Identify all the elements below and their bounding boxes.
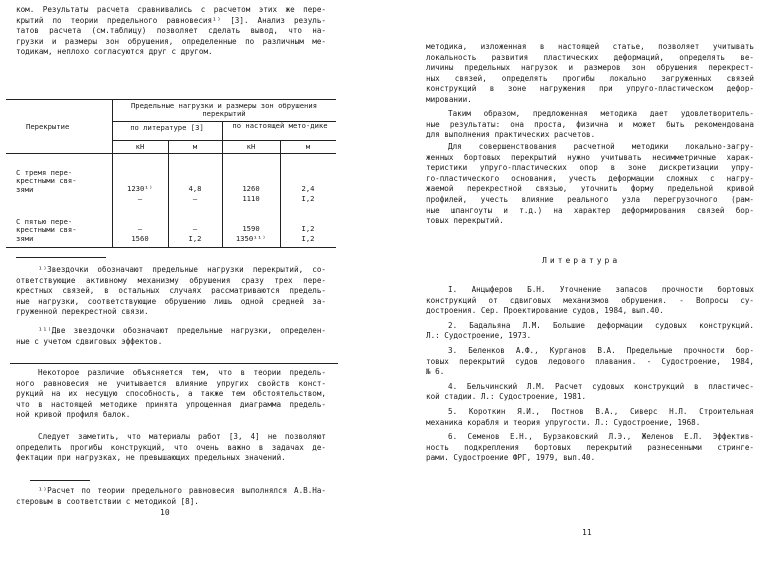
cell-value: 1260 <box>242 184 260 193</box>
cell-value: – <box>137 224 143 233</box>
paragraph-differences <box>16 368 326 421</box>
col-header-overlap: Перекрытие <box>26 122 70 131</box>
section-rule <box>10 363 338 364</box>
reference-line: № 6. <box>426 367 445 377</box>
text-line: личины предельных нагрузок и размеров зон обрушения перекрест- <box>426 63 754 73</box>
text-line: татов расчета (см.таблицу) позволяет сделать вывод, что на- <box>16 26 326 36</box>
reference-line: ность подкрепления бортовых перекрытий разнесенными стринге- <box>426 442 754 452</box>
paragraph-conclusion <box>426 109 754 141</box>
paragraph-note <box>16 432 326 464</box>
row-label-line: С тремя пере- <box>16 168 73 177</box>
footnote-line: ¹⁾Расчет по теории предельного равновесия выполнялся А.В.На- <box>38 486 326 495</box>
text-line: ных связей, определять прогибы локально загруженных связей <box>426 73 754 83</box>
reference-line: товых перекрытий судов ледового плавания. - Судостроение, 1984, <box>426 356 754 366</box>
reference-line: Л.: Судостроение, 1973. <box>426 331 532 341</box>
cell-value: 1560 <box>131 234 149 244</box>
text-line: крытий по теории предельного равновесия¹⁾ [3]. Анализ резуль- <box>16 15 326 25</box>
cell-value: 1230¹⁾ <box>127 184 153 193</box>
cell-value: I,2 <box>301 194 315 204</box>
text-line: профилей, учесть влияние реального узла перегрузочного (рам- <box>426 194 754 204</box>
reference-line: механика корабля и теория упругости. Л.: Судостроение, 1968. <box>426 417 701 427</box>
sub-header-literature: по литературе [3] <box>130 123 204 132</box>
cell-value: I,2 <box>188 234 202 244</box>
right-page <box>390 0 781 563</box>
cell-value: – <box>192 224 198 233</box>
row-label-line: зями <box>16 184 34 194</box>
row-label-line: крестными свя- <box>16 176 77 186</box>
unit-m: м <box>192 142 198 151</box>
text-line: го-пластического основания, учесть деформации сложных с нагру- <box>426 173 754 183</box>
row-label-line: зями <box>16 233 34 243</box>
group-header: Предельные нагрузки и размеры зон обрушения перекрытий <box>130 101 318 119</box>
paragraph-improvement <box>426 142 754 227</box>
reference-line: I. Анцыферов Б.Н. Уточнение запасов прочности бортовых <box>448 285 754 294</box>
references <box>426 285 754 464</box>
row-label <box>16 169 77 194</box>
text-line: Следует заметить, что материалы работ [3, 4] не позволяют <box>38 432 326 441</box>
table-unit-rule <box>112 140 336 141</box>
table-cell <box>168 225 222 244</box>
text-line: определить прогибы конструкций, что очень важно в задачах де- <box>16 442 326 452</box>
text-line: ком. Результаты расчета сравнивались с расчетом этих же пере- <box>16 5 326 14</box>
note-line: ные нагрузки, соответствующие обрушению лишь одной средней за- <box>16 296 326 306</box>
footnote <box>16 486 326 507</box>
text-line: грузки и размеры зон обрушения, определенные по различным ме- <box>16 36 326 46</box>
note-line: груженной перекрестной связи. <box>16 307 149 317</box>
cell-value: I,2 <box>301 224 315 233</box>
reference-line: 4. Бельчинский Л.М. Расчет судовых конструкций в пластичес- <box>448 381 754 391</box>
note-line: ¹¹⁾Две звездочки обозначают предельные нагрузки, определен- <box>38 325 326 335</box>
text-line: что в настоящей методике принята упрощенная диаграмма предель- <box>16 399 326 409</box>
notes-separator <box>16 257 106 258</box>
text-line: Некоторое различие объясняется тем, что в теории предель- <box>38 368 326 377</box>
literature-heading: Литература <box>542 256 621 265</box>
note-line: ные с учетом сдвиговых эффектов. <box>16 336 163 346</box>
text-line: локальность развития пластических деформаций, определять ве- <box>426 52 754 62</box>
text-line: ного равновесия не учитывается влияние упругих свойств конст- <box>16 378 326 388</box>
table-cell <box>280 225 336 244</box>
reference-line: 2. Бадальяна Л.М. Большие деформации судовых конструкций. <box>448 320 754 330</box>
reference-line: 3. Беленков А.Ф., Курганов В.А. Предельные прочности бор- <box>448 345 754 355</box>
cell-value: – <box>137 194 143 204</box>
reference-line: достроения. Сер. Проектирование судов, 1984, вып.40. <box>426 306 664 316</box>
text-line: мировании. <box>426 94 472 104</box>
reference-line: 6. Семенов Е.Н., Бурзаковский Л.Э., Желенов Е.Л. Эффектив- <box>448 432 754 442</box>
cell-value: 1350¹¹⁾ <box>235 234 267 244</box>
cell-value: – <box>192 194 198 204</box>
note-line: крестных связей, в остальных случаях рассматриваются предель- <box>16 286 326 296</box>
text-line: теристики упруго-пластических опор в зоне дискретизации упру- <box>426 163 754 173</box>
text-line: рукций на их несущую способность, а также тем обстоятельством, <box>16 389 326 399</box>
row-label-line: крестными свя- <box>16 225 77 235</box>
unit-kn: кН <box>135 142 145 151</box>
text-line: товых перекрытий. <box>426 216 504 226</box>
table-cell <box>280 185 336 204</box>
table-cell <box>112 185 168 204</box>
cell-value: 1110 <box>242 194 260 204</box>
paragraph-method <box>426 42 754 106</box>
text-line: ные результаты: она проста, физична и может быть рекомендована <box>426 119 754 129</box>
footnote-separator <box>30 480 90 481</box>
text-line: жаемой перекрестной связью, уточнить форму предельной кривой <box>426 184 754 194</box>
text-line: фектации при нагрузках, не превышающих предельных значений. <box>16 453 286 463</box>
table-notes <box>16 265 326 347</box>
footnote-line: стеровым в соответствии с методикой [8]. <box>16 496 199 506</box>
reference-line: конструкций от сдвиговых механизмов обрушения. - Вопросы су- <box>426 295 754 305</box>
sub-header-ours: по настоящей мето-дике <box>232 121 328 130</box>
text-line: тодикам, неплохо согласуются друг с другом. <box>16 47 213 57</box>
page-number: 10 <box>160 508 170 517</box>
table-cell <box>168 185 222 204</box>
table-cell <box>222 225 280 244</box>
row-label <box>16 218 77 243</box>
note-line: ответствующие активному механизму обрушения сразу трех пере- <box>16 275 326 285</box>
cell-value: 4,8 <box>188 184 202 193</box>
table-bottom-rule <box>6 247 336 248</box>
unit-m: м <box>305 142 311 151</box>
text-line: ной кривой профиля балок. <box>16 410 131 420</box>
row-label-line: С пятью пере- <box>16 217 73 226</box>
text-line: Для совершенствования расчетной методики локально-загру- <box>448 142 754 151</box>
text-line: женных бортовых перекрытий нужно учитывать несимметричные харак- <box>426 152 754 162</box>
reference-line: кой стадии. Л.: Судостроение, 1981. <box>426 392 587 402</box>
table-header-bottom-rule <box>6 153 336 154</box>
text-line: методика, изложенная в настоящей статье, позволяет учитывать <box>426 42 754 51</box>
cell-value: I,2 <box>301 234 315 244</box>
table-top-rule <box>6 99 336 100</box>
reference-line: рами. Судостроение ФРГ, 1979, вып.40. <box>426 453 596 463</box>
unit-kn: кН <box>246 142 256 151</box>
cell-value: 2,4 <box>301 184 315 193</box>
text-line: ные шпангоуты и т.д.) на характер деформирования связей бор- <box>426 205 754 215</box>
left-page <box>0 0 380 563</box>
table-cell <box>222 185 280 204</box>
cell-value: 1590 <box>242 224 260 233</box>
intro-paragraph <box>16 5 326 58</box>
table-cell <box>112 225 168 244</box>
text-line: конструкций в зоне нагружения при упруго-пластическом дефор- <box>426 84 754 94</box>
reference-line: 5. Короткин Я.И., Постнов В.А., Сиверс Н.Л. Строительная <box>448 406 754 416</box>
text-line: Таким образом, предложенная методика дает удовлетворитель- <box>448 109 754 118</box>
text-line: для выполнения практических расчетов. <box>426 130 596 140</box>
note-line: ¹⁾Звездочки обозначают предельные нагрузки перекрытий, со- <box>38 265 326 274</box>
page-number: 11 <box>582 528 592 537</box>
